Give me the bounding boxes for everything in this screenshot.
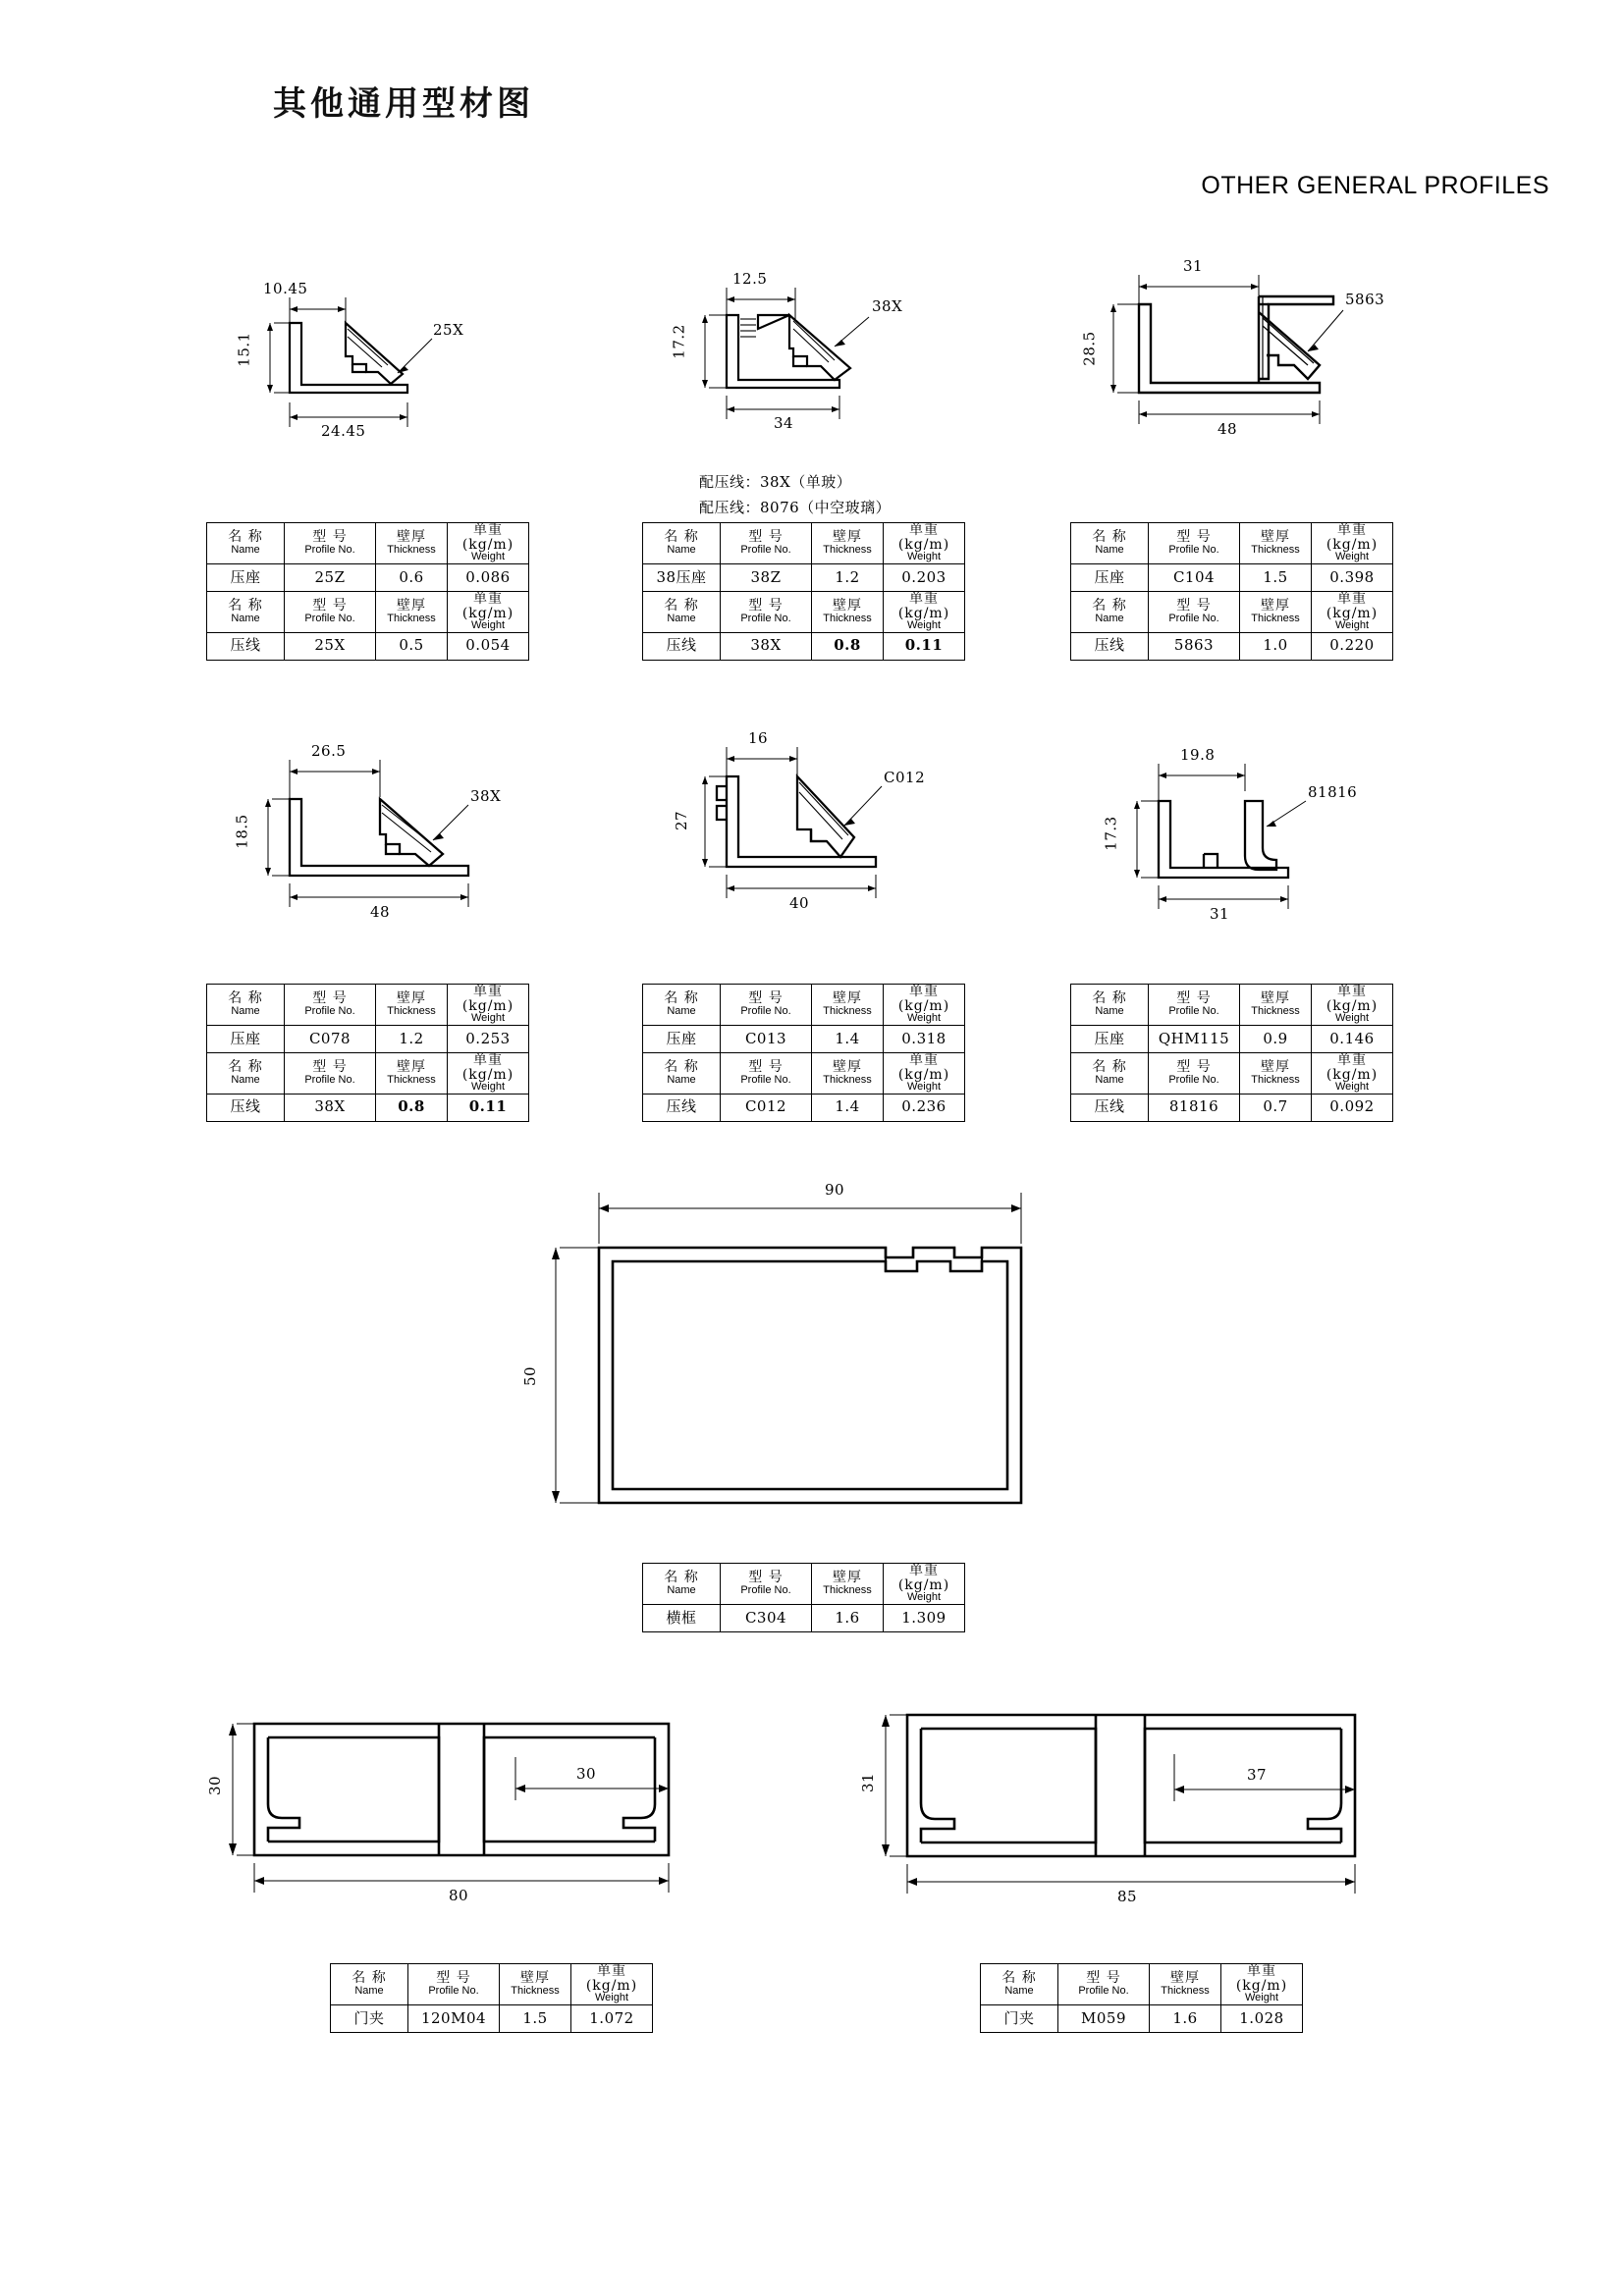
- callout-fig1: 25X: [433, 321, 464, 339]
- cell-name: 门夹: [331, 2004, 408, 2032]
- th-thickness-cn: 壁厚: [833, 529, 862, 546]
- cell-weight: 1.072: [571, 2004, 653, 2032]
- dim-fig8-bottom: 80: [449, 1887, 469, 1904]
- cell-thickness: 1.6: [1150, 2004, 1221, 2032]
- figure-9-drawing: [859, 1693, 1414, 1914]
- th-weight-cn: 单重(kg/m): [461, 590, 514, 621]
- cell-weight: 1.309: [884, 1604, 965, 1631]
- figure-2-drawing: [670, 270, 943, 447]
- profile-m059-section: [864, 1693, 1414, 1914]
- dim-fig1-left: 15.1: [235, 332, 253, 367]
- cell-profile: 38Z: [721, 563, 812, 591]
- th-thickness-en: Thickness: [387, 544, 436, 557]
- th-thickness-en: Thickness: [823, 1005, 872, 1018]
- th-profile-en: Profile No.: [1168, 1005, 1219, 1018]
- cell-name: 门夹: [981, 2004, 1058, 2032]
- th-weight-cn: 单重(kg/m): [1235, 1963, 1288, 1994]
- th-name-cn: 名 称: [664, 529, 699, 546]
- th-weight-cn: 单重(kg/m): [897, 590, 950, 621]
- profile-25z-section: [250, 280, 506, 447]
- th-profile-en: Profile No.: [740, 544, 791, 557]
- cell-name: 38压座: [643, 563, 721, 591]
- dim-fig3-bottom: 48: [1217, 420, 1238, 438]
- th-profile-cn: 型 号: [312, 1059, 348, 1076]
- th-name-cn: 名 称: [664, 598, 699, 614]
- table-row: [1071, 563, 1393, 591]
- figure-8-table: [330, 1963, 653, 2033]
- th-name-en: Name: [354, 1985, 384, 1998]
- figure-6-table: [1070, 984, 1393, 1122]
- th-weight-en: Weight: [1334, 1012, 1370, 1025]
- cell-thickness: 1.4: [812, 1025, 884, 1052]
- cell-name: 压线: [207, 632, 285, 660]
- th-name-cn: 名 称: [1092, 990, 1127, 1007]
- dim-fig6-bottom: 31: [1210, 905, 1230, 923]
- table-row: [643, 1025, 965, 1052]
- th-profile-cn: 型 号: [312, 529, 348, 546]
- th-name-cn: 名 称: [664, 1570, 699, 1586]
- cell-profile: C012: [721, 1094, 812, 1121]
- th-profile-en: Profile No.: [740, 1005, 791, 1018]
- th-profile-en: Profile No.: [304, 1073, 355, 1086]
- profile-c013-section: [687, 721, 982, 928]
- th-name-en: Name: [231, 612, 260, 624]
- cell-profile: C304: [721, 1604, 812, 1631]
- cell-name: 压线: [1071, 1094, 1149, 1121]
- cell-weight: 0.203: [884, 563, 965, 591]
- th-thickness-cn: 壁厚: [397, 1059, 426, 1076]
- cell-thickness: 1.5: [1240, 563, 1312, 591]
- cell-thickness: 1.2: [812, 563, 884, 591]
- dim-fig5-top: 16: [748, 729, 769, 747]
- dim-fig8-left: 30: [206, 1775, 225, 1796]
- th-profile-cn: 型 号: [1176, 598, 1212, 614]
- profile-c304-section: [511, 1173, 1119, 1546]
- profile-c078-section: [250, 746, 545, 933]
- table-row: [1071, 632, 1393, 660]
- cell-name: 压线: [643, 1094, 721, 1121]
- cell-profile: 81816: [1149, 1094, 1240, 1121]
- th-weight-cn: 单重(kg/m): [1325, 1051, 1379, 1083]
- cell-profile: 25Z: [285, 563, 376, 591]
- th-weight-en: Weight: [470, 1081, 506, 1094]
- th-profile-en: Profile No.: [304, 612, 355, 624]
- th-thickness-en: Thickness: [1251, 1073, 1300, 1086]
- th-weight-en: Weight: [1334, 551, 1370, 563]
- cell-thickness: 0.7: [1240, 1094, 1312, 1121]
- th-name-cn: 名 称: [664, 1059, 699, 1076]
- th-thickness-en: Thickness: [387, 612, 436, 624]
- th-thickness-cn: 壁厚: [833, 990, 862, 1007]
- cell-name: 压线: [207, 1094, 285, 1121]
- callout-fig5: C012: [884, 769, 926, 786]
- cell-name: 压线: [643, 632, 721, 660]
- th-thickness-cn: 壁厚: [397, 529, 426, 546]
- th-name-cn: 名 称: [352, 1970, 387, 1987]
- cell-name: 压座: [1071, 1025, 1149, 1052]
- th-name-cn: 名 称: [664, 990, 699, 1007]
- table-row: [643, 632, 965, 660]
- th-profile-en: Profile No.: [1168, 544, 1219, 557]
- dim-fig1-top: 10.45: [263, 280, 308, 297]
- th-thickness-cn: 壁厚: [397, 990, 426, 1007]
- cell-weight: 0.092: [1312, 1094, 1393, 1121]
- th-weight-cn: 单重(kg/m): [1325, 984, 1379, 1014]
- dim-fig3-left: 28.5: [1080, 331, 1099, 366]
- cell-weight: 1.028: [1221, 2004, 1303, 2032]
- th-weight-en: Weight: [594, 1992, 629, 2004]
- figure-3-table: [1070, 522, 1393, 661]
- dim-fig1-bottom: 24.45: [321, 422, 366, 440]
- table-row: [643, 563, 965, 591]
- cell-name: 横框: [643, 1604, 721, 1631]
- dim-fig9-inner: 37: [1247, 1766, 1268, 1784]
- cell-profile: 120M04: [408, 2004, 500, 2032]
- callout-fig6: 81816: [1308, 783, 1358, 801]
- figure-1-table: [206, 522, 529, 661]
- th-weight-cn: 单重(kg/m): [585, 1963, 638, 1994]
- cell-weight: 0.11: [448, 1094, 529, 1121]
- profile-38z-section: [687, 270, 943, 447]
- th-weight-cn: 单重(kg/m): [461, 1051, 514, 1083]
- th-weight-cn: 单重(kg/m): [897, 1563, 950, 1593]
- th-weight-en: Weight: [906, 619, 942, 632]
- page-title-english: OTHER GENERAL PROFILES: [1201, 172, 1549, 199]
- th-profile-en: Profile No.: [1168, 612, 1219, 624]
- th-profile-cn: 型 号: [748, 1059, 784, 1076]
- th-name-en: Name: [1095, 544, 1124, 557]
- dim-fig5-bottom: 40: [789, 894, 810, 912]
- th-thickness-en: Thickness: [1251, 612, 1300, 624]
- dim-fig2-left: 17.2: [670, 324, 688, 359]
- cell-weight: 0.11: [884, 632, 965, 660]
- cell-thickness: 0.8: [812, 632, 884, 660]
- th-thickness-cn: 壁厚: [520, 1970, 550, 1987]
- th-name-cn: 名 称: [228, 990, 263, 1007]
- figure-6-drawing: [1102, 746, 1414, 933]
- figure-1-drawing: [235, 280, 506, 447]
- th-name-cn: 名 称: [1092, 1059, 1127, 1076]
- th-weight-en: Weight: [906, 1012, 942, 1025]
- th-weight-cn: 单重(kg/m): [897, 984, 950, 1014]
- th-thickness-en: Thickness: [823, 544, 872, 557]
- cell-profile: 5863: [1149, 632, 1240, 660]
- cell-thickness: 1.4: [812, 1094, 884, 1121]
- cell-thickness: 1.0: [1240, 632, 1312, 660]
- note-fig2-line1: 配压线：38X（单玻）: [699, 473, 852, 491]
- th-name-en: Name: [231, 1073, 260, 1086]
- th-weight-en: Weight: [1334, 1081, 1370, 1094]
- dim-fig6-top: 19.8: [1180, 746, 1216, 764]
- th-thickness-en: Thickness: [387, 1005, 436, 1018]
- th-profile-en: Profile No.: [740, 612, 791, 624]
- dim-fig9-bottom: 85: [1117, 1888, 1138, 1905]
- th-thickness-en: Thickness: [1251, 544, 1300, 557]
- cell-weight: 0.236: [884, 1094, 965, 1121]
- dim-fig9-left: 31: [859, 1772, 878, 1793]
- th-profile-en: Profile No.: [1078, 1985, 1129, 1998]
- th-profile-cn: 型 号: [748, 529, 784, 546]
- th-weight-en: Weight: [1244, 1992, 1279, 2004]
- th-profile-en: Profile No.: [304, 1005, 355, 1018]
- page-title-chinese: 其他通用型材图: [273, 84, 534, 124]
- th-name-cn: 名 称: [228, 598, 263, 614]
- th-profile-en: Profile No.: [740, 1073, 791, 1086]
- th-weight-cn: 单重(kg/m): [461, 522, 514, 553]
- th-thickness-en: Thickness: [1161, 1985, 1210, 1998]
- cell-profile: C104: [1149, 563, 1240, 591]
- cell-profile: 38X: [285, 1094, 376, 1121]
- cell-weight: 0.318: [884, 1025, 965, 1052]
- th-name-en: Name: [1095, 612, 1124, 624]
- th-weight-en: Weight: [906, 1081, 942, 1094]
- table-row: [643, 1604, 965, 1631]
- th-name-en: Name: [667, 612, 696, 624]
- th-thickness-en: Thickness: [823, 1073, 872, 1086]
- figure-7-drawing: [511, 1173, 1119, 1546]
- dim-fig6-left: 17.3: [1102, 816, 1120, 851]
- th-weight-cn: 单重(kg/m): [461, 984, 514, 1014]
- th-thickness-cn: 壁厚: [833, 598, 862, 614]
- th-thickness-cn: 壁厚: [1170, 1970, 1200, 1987]
- th-thickness-cn: 壁厚: [1261, 1059, 1290, 1076]
- th-name-en: Name: [231, 544, 260, 557]
- th-thickness-cn: 壁厚: [833, 1059, 862, 1076]
- figure-4-drawing: [233, 742, 545, 933]
- table-row: [207, 1094, 529, 1121]
- th-weight-en: Weight: [470, 619, 506, 632]
- th-name-cn: 名 称: [1001, 1970, 1037, 1987]
- dim-fig7-top: 90: [825, 1181, 845, 1199]
- cell-weight: 0.146: [1312, 1025, 1393, 1052]
- cell-profile: 38X: [721, 632, 812, 660]
- th-name-cn: 名 称: [1092, 598, 1127, 614]
- table-row: [981, 2004, 1303, 2032]
- cell-weight: 0.398: [1312, 563, 1393, 591]
- th-thickness-cn: 壁厚: [1261, 598, 1290, 614]
- th-profile-cn: 型 号: [748, 1570, 784, 1586]
- th-weight-en: Weight: [906, 1591, 942, 1604]
- cell-weight: 0.086: [448, 563, 529, 591]
- cell-thickness: 0.6: [376, 563, 448, 591]
- dim-fig2-bottom: 34: [774, 414, 794, 432]
- th-weight-en: Weight: [470, 1012, 506, 1025]
- th-thickness-en: Thickness: [823, 1584, 872, 1597]
- th-name-en: Name: [667, 1073, 696, 1086]
- dim-fig3-top: 31: [1183, 257, 1204, 275]
- th-profile-cn: 型 号: [1086, 1970, 1121, 1987]
- table-row: [1071, 1094, 1393, 1121]
- figure-5-table: [642, 984, 965, 1122]
- cell-name: 压座: [1071, 563, 1149, 591]
- th-profile-en: Profile No.: [428, 1985, 479, 1998]
- cell-thickness: 0.9: [1240, 1025, 1312, 1052]
- cell-profile: 25X: [285, 632, 376, 660]
- th-profile-cn: 型 号: [1176, 990, 1212, 1007]
- note-fig2-line2: 配压线：8076（中空玻璃）: [699, 499, 892, 516]
- th-weight-en: Weight: [906, 551, 942, 563]
- profile-qhm115-section: [1119, 746, 1414, 933]
- dim-fig4-left: 18.5: [233, 814, 251, 849]
- th-weight-en: Weight: [1334, 619, 1370, 632]
- figure-4-table: [206, 984, 529, 1122]
- th-name-cn: 名 称: [1092, 529, 1127, 546]
- th-thickness-cn: 壁厚: [1261, 529, 1290, 546]
- th-weight-cn: 单重(kg/m): [897, 1051, 950, 1083]
- table-row: [331, 2004, 653, 2032]
- dim-fig5-left: 27: [673, 810, 691, 831]
- th-thickness-en: Thickness: [511, 1985, 560, 1998]
- callout-fig3: 5863: [1345, 291, 1385, 308]
- th-thickness-en: Thickness: [1251, 1005, 1300, 1018]
- th-profile-cn: 型 号: [1176, 1059, 1212, 1076]
- th-name-en: Name: [667, 1005, 696, 1018]
- cell-thickness: 1.6: [812, 1604, 884, 1631]
- th-name-en: Name: [1095, 1005, 1124, 1018]
- th-thickness-en: Thickness: [823, 612, 872, 624]
- table-row: [207, 563, 529, 591]
- cell-name: 压座: [207, 1025, 285, 1052]
- cell-thickness: 0.5: [376, 632, 448, 660]
- cell-name: 压座: [643, 1025, 721, 1052]
- cell-name: 压座: [207, 563, 285, 591]
- cell-profile: C078: [285, 1025, 376, 1052]
- th-name-en: Name: [667, 544, 696, 557]
- dim-fig4-top: 26.5: [311, 742, 347, 760]
- th-weight-cn: 单重(kg/m): [1325, 522, 1379, 553]
- th-profile-cn: 型 号: [748, 598, 784, 614]
- figure-7-table: [642, 1563, 965, 1632]
- callout-fig4: 38X: [470, 787, 502, 805]
- page-title-english-wrap: [0, 172, 1549, 200]
- cell-weight: 0.220: [1312, 632, 1393, 660]
- th-name-en: Name: [667, 1584, 696, 1597]
- th-profile-cn: 型 号: [312, 598, 348, 614]
- th-name-en: Name: [231, 1005, 260, 1018]
- cell-weight: 0.253: [448, 1025, 529, 1052]
- figure-2-table: [642, 522, 965, 661]
- cell-thickness: 0.8: [376, 1094, 448, 1121]
- th-profile-en: Profile No.: [740, 1584, 791, 1597]
- table-row: [207, 632, 529, 660]
- th-profile-cn: 型 号: [312, 990, 348, 1007]
- dim-fig8-inner: 30: [576, 1765, 597, 1783]
- th-name-cn: 名 称: [228, 1059, 263, 1076]
- cell-thickness: 1.5: [500, 2004, 571, 2032]
- th-thickness-en: Thickness: [387, 1073, 436, 1086]
- table-row: [1071, 1025, 1393, 1052]
- cell-profile: M059: [1058, 2004, 1150, 2032]
- figure-9-table: [980, 1963, 1303, 2033]
- dim-fig2-top: 12.5: [732, 270, 768, 288]
- th-weight-cn: 单重(kg/m): [1325, 590, 1379, 621]
- figure-8-drawing: [206, 1698, 761, 1914]
- th-weight-cn: 单重(kg/m): [897, 522, 950, 553]
- dim-fig4-bottom: 48: [370, 903, 391, 921]
- cell-weight: 0.054: [448, 632, 529, 660]
- table-row: [207, 1025, 529, 1052]
- th-profile-en: Profile No.: [304, 544, 355, 557]
- cell-thickness: 1.2: [376, 1025, 448, 1052]
- th-profile-cn: 型 号: [748, 990, 784, 1007]
- th-profile-en: Profile No.: [1168, 1073, 1219, 1086]
- callout-fig2: 38X: [872, 297, 903, 315]
- figure-3-drawing: [1080, 257, 1385, 450]
- th-thickness-cn: 壁厚: [833, 1570, 862, 1586]
- profile-120m04-section: [211, 1698, 761, 1914]
- cell-profile: QHM115: [1149, 1025, 1240, 1052]
- th-thickness-cn: 壁厚: [1261, 990, 1290, 1007]
- cell-profile: C013: [721, 1025, 812, 1052]
- cell-name: 压线: [1071, 632, 1149, 660]
- table-row: [643, 1094, 965, 1121]
- th-name-cn: 名 称: [228, 529, 263, 546]
- figure-5-drawing: [673, 721, 982, 928]
- th-name-en: Name: [1004, 1985, 1034, 1998]
- th-name-en: Name: [1095, 1073, 1124, 1086]
- th-weight-en: Weight: [470, 551, 506, 563]
- th-profile-cn: 型 号: [436, 1970, 471, 1987]
- dim-fig7-left: 50: [521, 1365, 540, 1387]
- th-thickness-cn: 壁厚: [397, 598, 426, 614]
- th-profile-cn: 型 号: [1176, 529, 1212, 546]
